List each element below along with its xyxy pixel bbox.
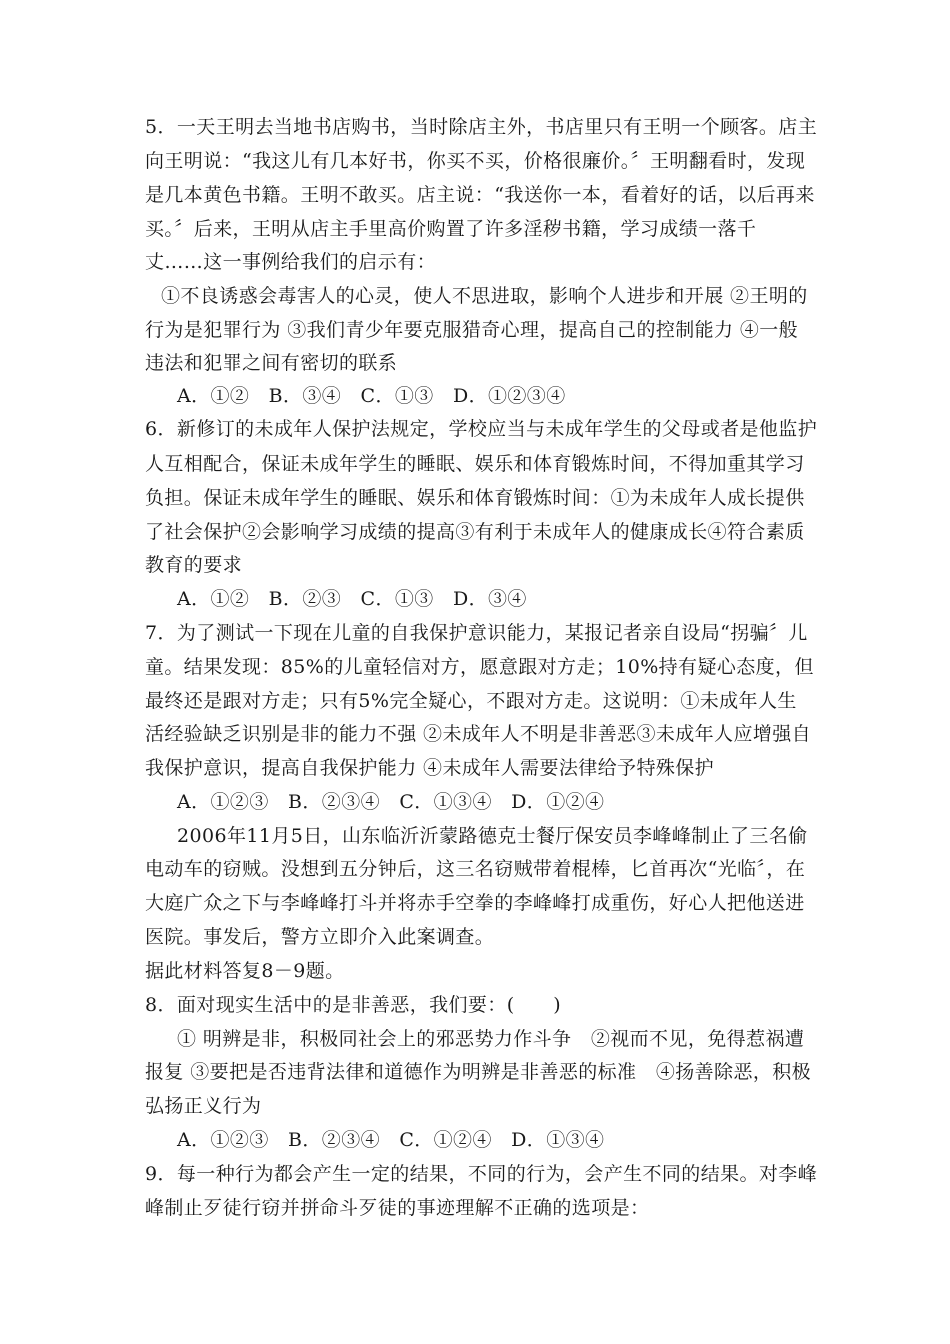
q7-line: 我保护意识，提高自我保护能力 ④未成年人需要法律给予特殊保护 (145, 757, 715, 779)
q5-statement: ①不良诱惑会毒害人的心灵，使人不思进取，影响个人进步和开展 ②王明的 (161, 285, 808, 307)
q8-statement: 报复 ③要把是否违背法律和道德作为明辨是非善恶的标准 ④扬善除恶，积极 (145, 1061, 812, 1083)
q8-options: A．①②③ B．②③④ C．①②④ D．①③④ (177, 1129, 605, 1151)
q5-options: A．①② B．③④ C．①③ D．①②③④ (177, 385, 566, 407)
material-line: 据此材料答复8－9题。 (145, 960, 345, 982)
q8-statement: ① 明辨是非，积极同社会上的邪恶势力作斗争 ②视而不见，免得惹祸遭 (177, 1028, 805, 1050)
material-line: 2006年11月5日，山东临沂沂蒙路德克士餐厅保安员李峰峰制止了三名偷 (177, 825, 808, 847)
q6-line: 教育的要求 (145, 554, 243, 576)
q6-line: 负担。保证未成年学生的睡眠、娱乐和体育锻炼时间：①为未成年人成长提供 (145, 487, 805, 509)
q7-line: 7．为了测试一下现在儿童的自我保护意识能力，某报记者亲自设局“拐骗〞儿 (145, 622, 808, 644)
material-line: 大庭广众之下与李峰峰打斗并将赤手空拳的李峰峰打成重伤，好心人把他送进 (145, 892, 805, 914)
q9-line: 9．每一种行为都会产生一定的结果，不同的行为，会产生不同的结果。对李峰 (145, 1163, 818, 1185)
q6-line: 6．新修订的未成年人保护法规定，学校应当与未成年学生的父母或者是他监护 (145, 418, 818, 440)
q7-line: 最终还是跟对方走；只有5%完全疑心，不跟对方走。这说明：①未成年人生 (145, 690, 797, 712)
q8-stem: 8．面对现实生活中的是非善恶，我们要：( ) (145, 994, 562, 1016)
material-line: 电动车的窃贼。没想到五分钟后，这三名窃贼带着棍棒，匕首再次“光临〞，在 (145, 858, 806, 880)
q7-options: A．①②③ B．②③④ C．①③④ D．①②④ (177, 791, 605, 813)
material-line: 医院。事发后，警方立即介入此案调查。 (145, 926, 495, 948)
q7-line: 童。结果发现：85%的儿童轻信对方，愿意跟对方走；10%持有疑心态度，但 (145, 656, 814, 678)
q6-options: A．①② B．②③ C．①③ D．③④ (177, 588, 527, 610)
q5-statement: 行为是犯罪行为 ③我们青少年要克服猎奇心理，提高自己的控制能力 ④一般 (145, 319, 799, 341)
q6-line: 了社会保护②会影响学习成绩的提高③有利于未成年人的健康成长④符合素质 (145, 521, 805, 543)
q5-statement: 违法和犯罪之间有密切的联系 (145, 352, 398, 374)
q5-line: 5．一天王明去当地书店购书，当时除店主外，书店里只有王明一个顾客。店主 (145, 116, 818, 138)
q8-statement: 弘扬正义行为 (145, 1095, 262, 1117)
q6-line: 人互相配合，保证未成年学生的睡眠、娱乐和体育锻炼时间，不得加重其学习 (145, 453, 805, 475)
q9-line: 峰制止歹徒行窃并拼命斗歹徒的事迹理解不正确的选项是： (145, 1197, 650, 1219)
q5-line: 是几本黄色书籍。王明不敢买。店主说：“我送你一本，看着好的话，以后再来 (145, 184, 815, 206)
q7-line: 活经验缺乏识别是非的能力不强 ②未成年人不明是非善恶③未成年人应增强自 (145, 723, 812, 745)
q5-line: 向王明说：“我这儿有几本好书，你买不买，价格很廉价。〞王明翻看时，发现 (145, 150, 806, 172)
q5-line: 买。〞后来，王明从店主手里高价购置了许多淫秽书籍，学习成绩一落千 (145, 218, 757, 240)
q5-line: 丈……这一事例给我们的启示有： (145, 251, 437, 273)
